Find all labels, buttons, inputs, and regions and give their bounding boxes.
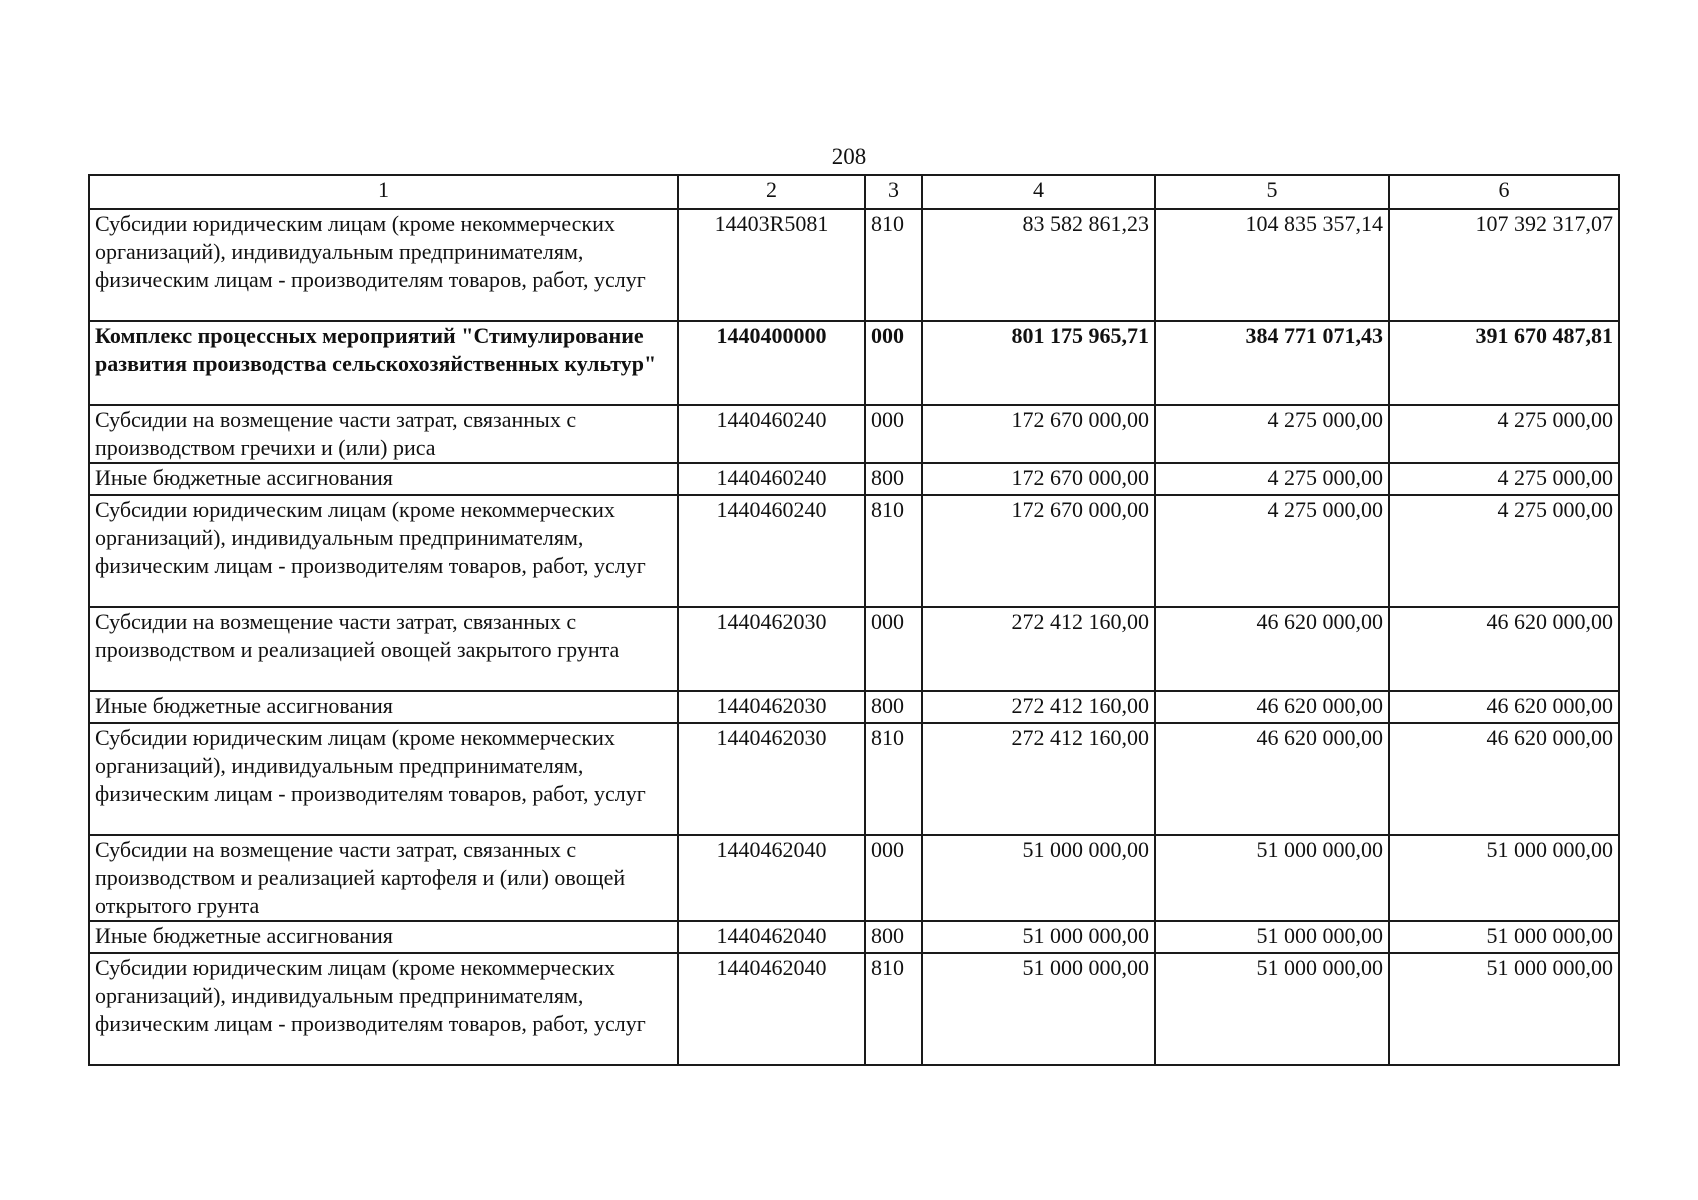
column-number-row — [89, 175, 1619, 209]
row-value-col5-cell: 51 000 000,00 — [1155, 921, 1389, 953]
row-value-col4-cell: 172 670 000,00 — [922, 495, 1155, 607]
row-value-col6-cell: 107 392 317,07 — [1389, 209, 1619, 321]
table-row — [89, 921, 1619, 953]
row-expense-type-cell: 800 — [865, 921, 922, 953]
row-value-col5-cell: 4 275 000,00 — [1155, 495, 1389, 607]
table-row — [89, 953, 1619, 1065]
row-value-col6-cell: 51 000 000,00 — [1389, 921, 1619, 953]
row-name-cell: Субсидии юридическим лицам (кроме некоммерческих организаций), индивидуальным предпринимателям, физическим лицам - производителям товаров, работ, услуг — [89, 495, 678, 607]
row-value-col6-cell: 4 275 000,00 — [1389, 405, 1619, 463]
row-value-col4-cell: 172 670 000,00 — [922, 405, 1155, 463]
row-expense-type-cell: 000 — [865, 321, 922, 405]
table-row — [89, 405, 1619, 463]
row-value-col6-cell: 51 000 000,00 — [1389, 953, 1619, 1065]
row-expense-type-cell: 810 — [865, 953, 922, 1065]
table-row — [89, 463, 1619, 495]
row-value-col5-cell: 4 275 000,00 — [1155, 463, 1389, 495]
row-expense-type-cell: 810 — [865, 495, 922, 607]
column-header-1: 1 — [89, 175, 678, 209]
table-row — [89, 321, 1619, 405]
row-expense-type-cell: 810 — [865, 723, 922, 835]
row-value-col6-cell: 51 000 000,00 — [1389, 835, 1619, 921]
row-expense-type-cell: 000 — [865, 835, 922, 921]
row-value-col5-cell: 51 000 000,00 — [1155, 953, 1389, 1065]
row-value-col5-cell: 384 771 071,43 — [1155, 321, 1389, 405]
row-code-cell: 1440400000 — [678, 321, 865, 405]
column-header-4: 4 — [922, 175, 1155, 209]
column-header-2: 2 — [678, 175, 865, 209]
row-name-cell: Иные бюджетные ассигнования — [89, 463, 678, 495]
row-value-col4-cell: 272 412 160,00 — [922, 607, 1155, 691]
row-value-col4-cell: 83 582 861,23 — [922, 209, 1155, 321]
row-name-cell: Комплекс процессных мероприятий "Стимулирование развития производства сельскохозяйственных культур" — [89, 321, 678, 405]
row-code-cell: 1440460240 — [678, 463, 865, 495]
row-value-col4-cell: 272 412 160,00 — [922, 723, 1155, 835]
row-value-col4-cell: 51 000 000,00 — [922, 921, 1155, 953]
row-code-cell: 1440462040 — [678, 835, 865, 921]
row-name-cell: Субсидии юридическим лицам (кроме некоммерческих организаций), индивидуальным предпринимателям, физическим лицам - производителям товаров, работ, услуг — [89, 953, 678, 1065]
column-header-6: 6 — [1389, 175, 1619, 209]
row-code-cell: 14403R5081 — [678, 209, 865, 321]
row-name-cell: Субсидии на возмещение части затрат, связанных с производством и реализацией овощей закрытого грунта — [89, 607, 678, 691]
row-name-cell: Иные бюджетные ассигнования — [89, 921, 678, 953]
row-expense-type-cell: 810 — [865, 209, 922, 321]
row-code-cell: 1440462030 — [678, 723, 865, 835]
column-header-3: 3 — [865, 175, 922, 209]
table-row — [89, 723, 1619, 835]
row-value-col6-cell: 46 620 000,00 — [1389, 723, 1619, 835]
row-value-col6-cell: 46 620 000,00 — [1389, 691, 1619, 723]
row-value-col5-cell: 4 275 000,00 — [1155, 405, 1389, 463]
row-value-col4-cell: 272 412 160,00 — [922, 691, 1155, 723]
row-name-cell: Иные бюджетные ассигнования — [89, 691, 678, 723]
budget-table-body — [89, 175, 1619, 1065]
row-value-col4-cell: 172 670 000,00 — [922, 463, 1155, 495]
row-expense-type-cell: 800 — [865, 463, 922, 495]
page-number: 208 — [831, 144, 867, 169]
row-code-cell: 1440460240 — [678, 495, 865, 607]
row-value-col5-cell: 46 620 000,00 — [1155, 691, 1389, 723]
table-row — [89, 209, 1619, 321]
table-row — [89, 495, 1619, 607]
row-code-cell: 1440460240 — [678, 405, 865, 463]
row-name-cell: Субсидии на возмещение части затрат, связанных с производством и реализацией картофеля и (или) овощей открытого грунта — [89, 835, 678, 921]
row-value-col5-cell: 46 620 000,00 — [1155, 607, 1389, 691]
row-value-col5-cell: 51 000 000,00 — [1155, 835, 1389, 921]
row-value-col6-cell: 391 670 487,81 — [1389, 321, 1619, 405]
row-expense-type-cell: 800 — [865, 691, 922, 723]
row-code-cell: 1440462040 — [678, 921, 865, 953]
row-value-col6-cell: 4 275 000,00 — [1389, 495, 1619, 607]
row-value-col4-cell: 801 175 965,71 — [922, 321, 1155, 405]
row-code-cell: 1440462030 — [678, 691, 865, 723]
row-code-cell: 1440462030 — [678, 607, 865, 691]
row-value-col6-cell: 46 620 000,00 — [1389, 607, 1619, 691]
budget-table — [88, 174, 1620, 1066]
row-value-col5-cell: 104 835 357,14 — [1155, 209, 1389, 321]
row-expense-type-cell: 000 — [865, 607, 922, 691]
row-name-cell: Субсидии юридическим лицам (кроме некоммерческих организаций), индивидуальным предпринимателям, физическим лицам - производителям товаров, работ, услуг — [89, 723, 678, 835]
row-expense-type-cell: 000 — [865, 405, 922, 463]
row-name-cell: Субсидии на возмещение части затрат, связанных с производством гречихи и (или) риса — [89, 405, 678, 463]
row-value-col6-cell: 4 275 000,00 — [1389, 463, 1619, 495]
row-value-col4-cell: 51 000 000,00 — [922, 835, 1155, 921]
table-row — [89, 835, 1619, 921]
row-code-cell: 1440462040 — [678, 953, 865, 1065]
table-row — [89, 691, 1619, 723]
table-row — [89, 607, 1619, 691]
row-value-col4-cell: 51 000 000,00 — [922, 953, 1155, 1065]
row-name-cell: Субсидии юридическим лицам (кроме некоммерческих организаций), индивидуальным предпринимателям, физическим лицам - производителям товаров, работ, услуг — [89, 209, 678, 321]
row-value-col5-cell: 46 620 000,00 — [1155, 723, 1389, 835]
column-header-5: 5 — [1155, 175, 1389, 209]
